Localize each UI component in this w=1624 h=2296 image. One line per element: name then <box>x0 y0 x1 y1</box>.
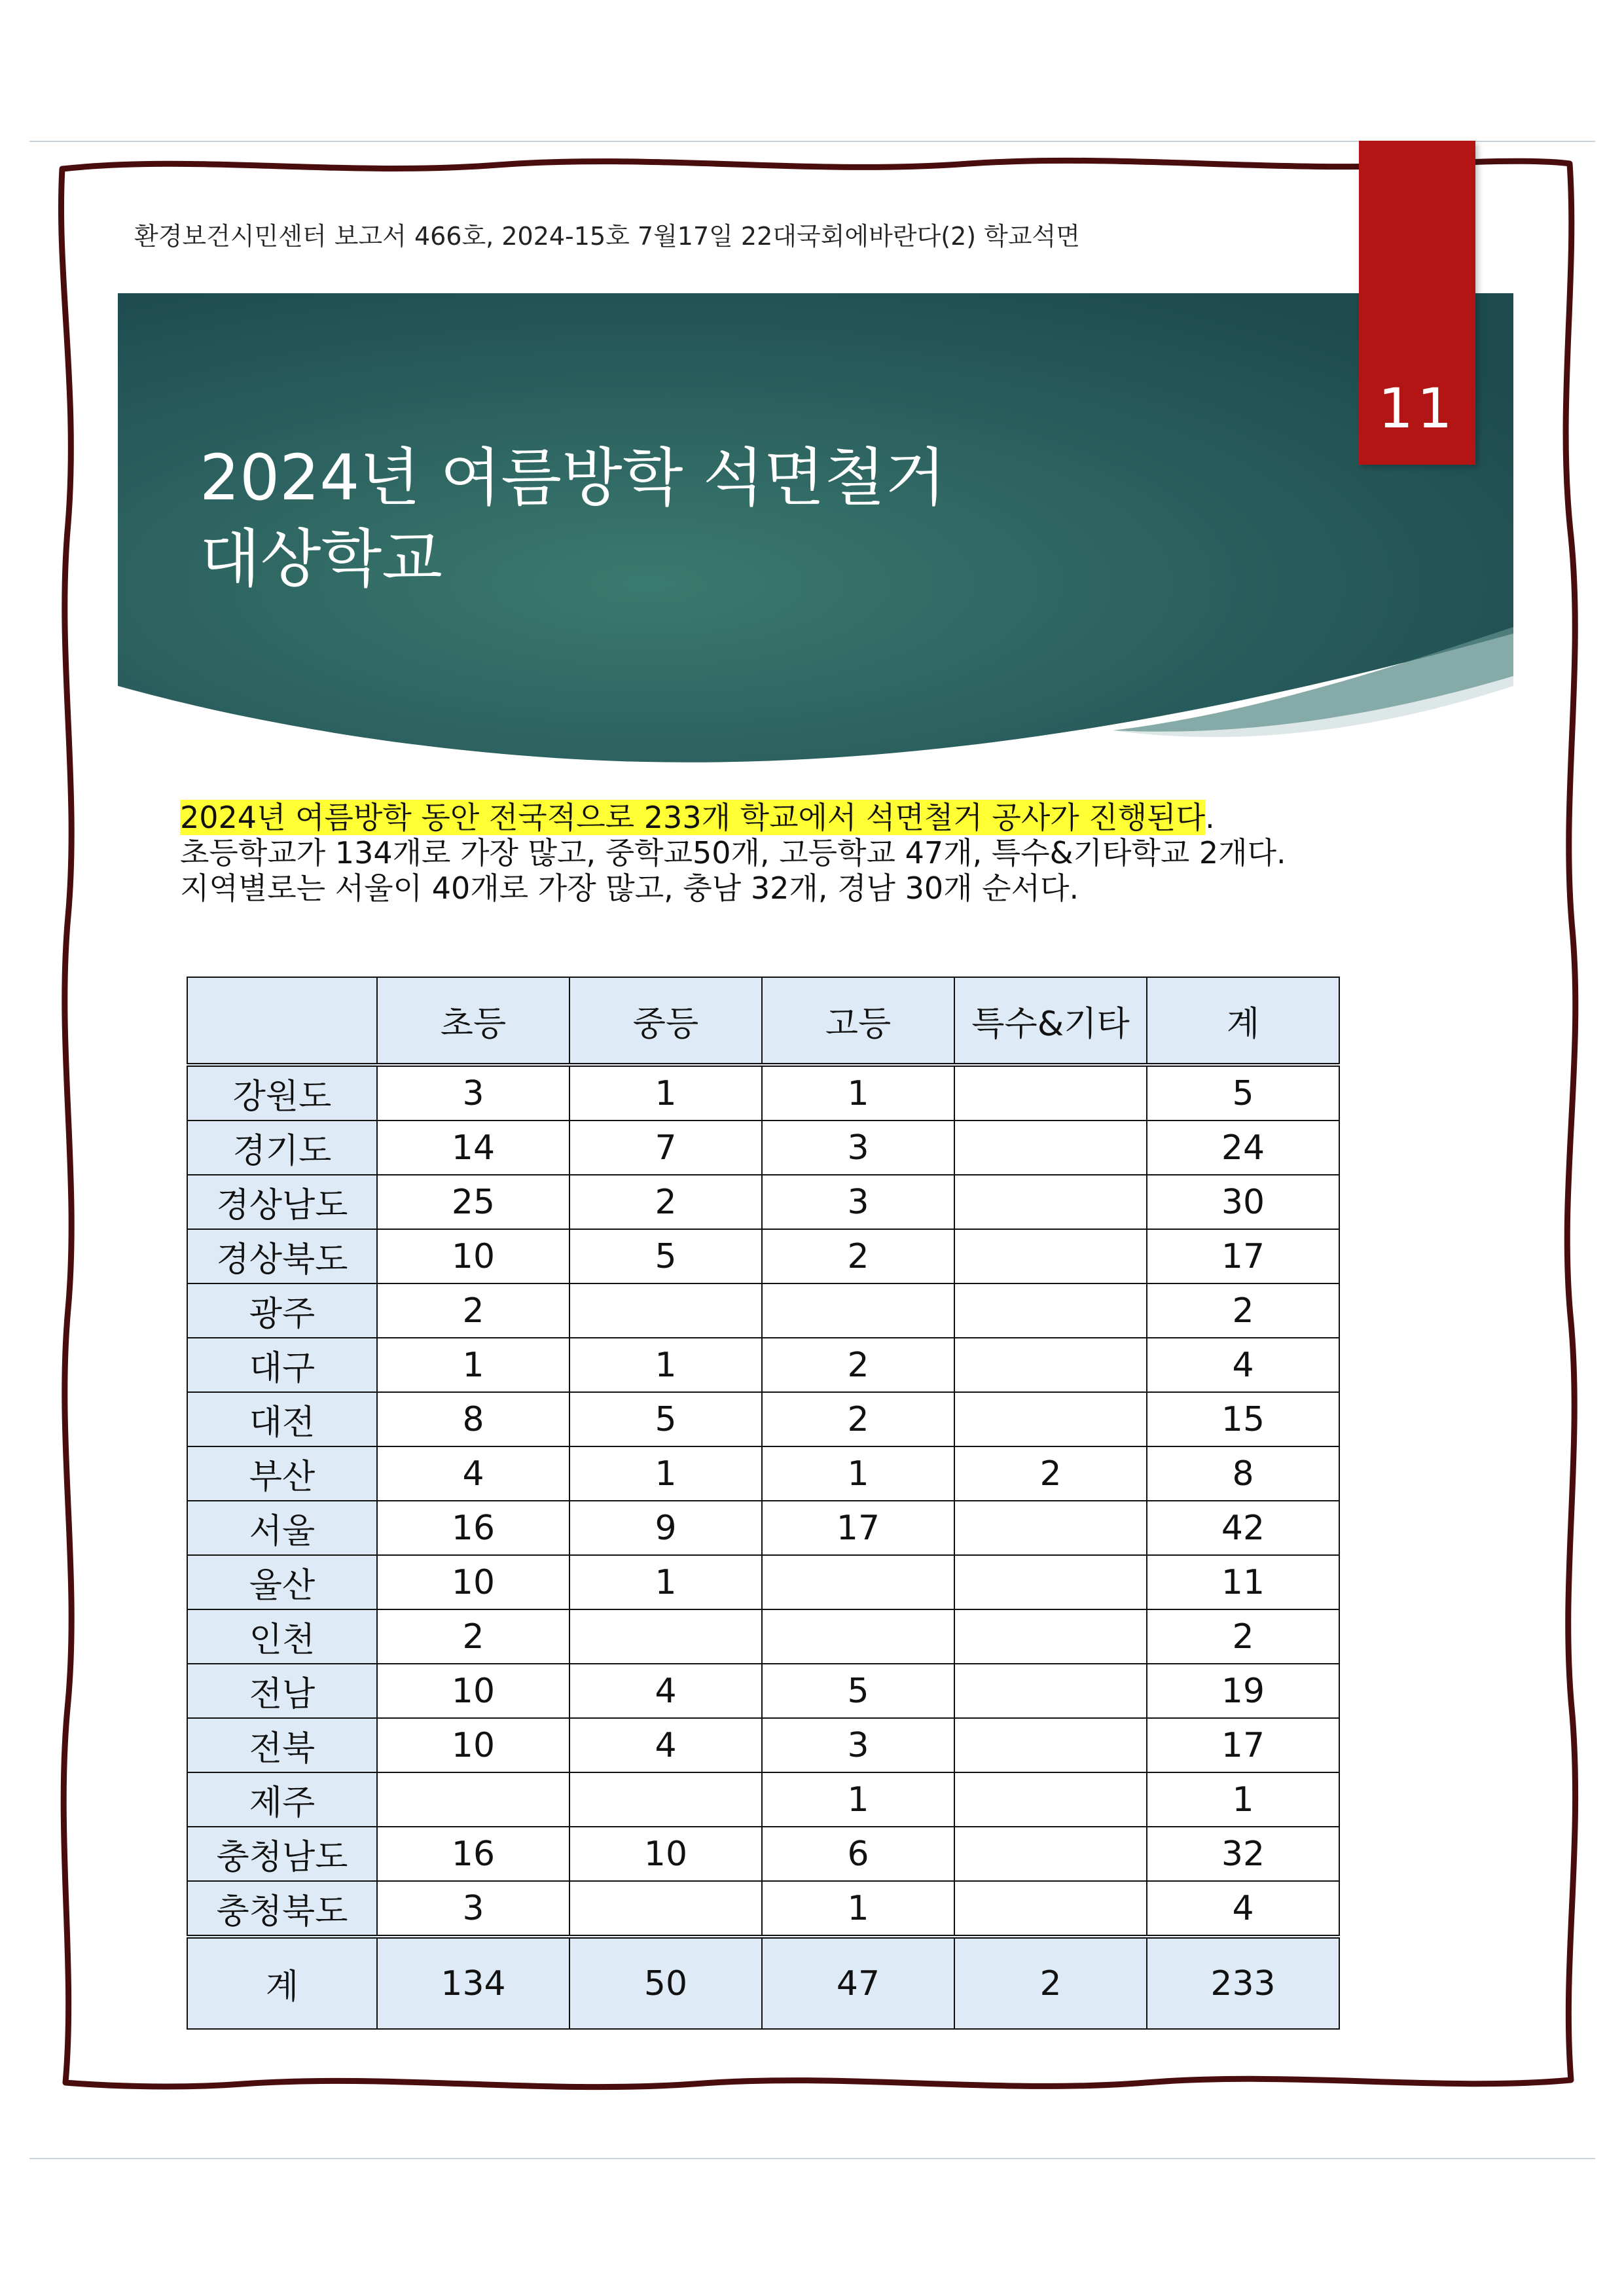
table-cell: 10 <box>377 1229 569 1283</box>
table-cell: 5 <box>762 1664 954 1718</box>
table-row <box>187 1609 1339 1664</box>
table-cell <box>377 1772 569 1827</box>
table-row <box>187 1664 1339 1718</box>
table-cell: 17 <box>1147 1229 1339 1283</box>
table-row <box>187 1392 1339 1446</box>
table-cell: 10 <box>377 1664 569 1718</box>
total-cell: 134 <box>377 1937 569 2029</box>
table-cell <box>954 1718 1147 1772</box>
region-label: 울산 <box>187 1555 377 1609</box>
table-cell: 4 <box>1147 1338 1339 1392</box>
table-row <box>187 1881 1339 1937</box>
table-row <box>187 1827 1339 1881</box>
table-cell: 11 <box>1147 1555 1339 1609</box>
table-cell <box>954 1501 1147 1555</box>
total-cell: 50 <box>569 1937 762 2029</box>
table-cell <box>762 1555 954 1609</box>
table-cell <box>954 1065 1147 1121</box>
sentence-end: . <box>1205 800 1215 835</box>
table-cell <box>954 1283 1147 1338</box>
region-label: 광주 <box>187 1283 377 1338</box>
header-cell: 계 <box>1147 977 1339 1065</box>
schools-table <box>187 977 1340 2030</box>
table-cell: 2 <box>1147 1609 1339 1664</box>
table-cell <box>954 1229 1147 1283</box>
table-cell: 6 <box>762 1827 954 1881</box>
summary-line-3: 지역별로는 서울이 40개로 가장 많고, 충남 32개, 경남 30개 순서다. <box>180 870 1079 906</box>
table-cell: 30 <box>1147 1175 1339 1229</box>
table-row <box>187 1065 1339 1121</box>
table-cell <box>954 1772 1147 1827</box>
table-cell <box>954 1609 1147 1664</box>
table-cell: 17 <box>1147 1718 1339 1772</box>
table-row <box>187 1772 1339 1827</box>
region-label: 경상북도 <box>187 1229 377 1283</box>
table-cell: 2 <box>377 1283 569 1338</box>
region-label: 부산 <box>187 1446 377 1501</box>
table-cell: 5 <box>569 1392 762 1446</box>
table-cell <box>954 1392 1147 1446</box>
summary-line-1 <box>180 800 1286 835</box>
table-row <box>187 1121 1339 1175</box>
table-cell: 3 <box>762 1121 954 1175</box>
header-cell: 특수&기타 <box>954 977 1147 1065</box>
table-cell: 1 <box>1147 1772 1339 1827</box>
total-cell: 233 <box>1147 1937 1339 2029</box>
region-label: 경상남도 <box>187 1175 377 1229</box>
title-line-1: 2024년 여름방학 석면철거 <box>200 441 946 514</box>
table-cell: 1 <box>762 1772 954 1827</box>
table-cell: 5 <box>569 1229 762 1283</box>
region-label: 전남 <box>187 1664 377 1718</box>
table-cell: 1 <box>569 1065 762 1121</box>
table-cell: 1 <box>762 1446 954 1501</box>
table-row <box>187 1555 1339 1609</box>
table-cell: 1 <box>569 1338 762 1392</box>
region-label: 강원도 <box>187 1065 377 1121</box>
header-cell: 초등 <box>377 977 569 1065</box>
table-cell: 16 <box>377 1501 569 1555</box>
region-label: 제주 <box>187 1772 377 1827</box>
table-cell <box>954 1664 1147 1718</box>
table-cell: 17 <box>762 1501 954 1555</box>
table-cell <box>954 1175 1147 1229</box>
region-label: 충청북도 <box>187 1881 377 1937</box>
table-cell: 2 <box>954 1446 1147 1501</box>
region-label: 대전 <box>187 1392 377 1446</box>
header-cell: 중등 <box>569 977 762 1065</box>
table-row <box>187 1229 1339 1283</box>
table-cell: 24 <box>1147 1121 1339 1175</box>
table-cell: 1 <box>569 1446 762 1501</box>
table-cell: 2 <box>762 1229 954 1283</box>
table-cell: 4 <box>569 1664 762 1718</box>
table-cell: 4 <box>1147 1881 1339 1937</box>
table-cell: 1 <box>569 1555 762 1609</box>
table-cell: 9 <box>569 1501 762 1555</box>
report-header: 환경보건시민센터 보고서 466호, 2024-15호 7월17일 22대국회에바란다(2) 학교석면 <box>134 222 1080 251</box>
page-number: 11 <box>1378 376 1456 440</box>
table-cell: 2 <box>569 1175 762 1229</box>
title-line-2: 대상학교 <box>200 522 442 596</box>
table-cell: 1 <box>762 1881 954 1937</box>
table-cell: 10 <box>569 1827 762 1881</box>
table-cell: 42 <box>1147 1501 1339 1555</box>
table-row <box>187 1501 1339 1555</box>
table-cell: 19 <box>1147 1664 1339 1718</box>
region-label: 서울 <box>187 1501 377 1555</box>
region-label: 전북 <box>187 1718 377 1772</box>
table-cell <box>954 1555 1147 1609</box>
region-label: 충청남도 <box>187 1827 377 1881</box>
table-header-row <box>187 977 1339 1065</box>
table-body <box>187 1065 1339 1937</box>
table-row <box>187 1446 1339 1501</box>
table-cell <box>954 1827 1147 1881</box>
table-cell <box>569 1609 762 1664</box>
table-cell <box>762 1283 954 1338</box>
table-cell: 7 <box>569 1121 762 1175</box>
table-cell: 16 <box>377 1827 569 1881</box>
table-cell: 10 <box>377 1718 569 1772</box>
page-number-tab <box>1359 141 1475 465</box>
table-cell: 25 <box>377 1175 569 1229</box>
table-cell <box>569 1283 762 1338</box>
region-label: 대구 <box>187 1338 377 1392</box>
table-cell <box>762 1609 954 1664</box>
page-title <box>200 437 946 600</box>
table-cell <box>954 1121 1147 1175</box>
table-row <box>187 1338 1339 1392</box>
table-cell: 2 <box>377 1609 569 1664</box>
table-cell: 10 <box>377 1555 569 1609</box>
table-cell: 14 <box>377 1121 569 1175</box>
summary-line-2: 초등학교가 134개로 가장 많고, 중학교50개, 고등학교 47개, 특수&기타학교 2개다. <box>180 835 1286 870</box>
table-row <box>187 1718 1339 1772</box>
summary-text <box>180 800 1286 906</box>
table-row <box>187 1283 1339 1338</box>
table-cell: 15 <box>1147 1392 1339 1446</box>
table-cell: 2 <box>762 1392 954 1446</box>
table-cell: 1 <box>762 1065 954 1121</box>
region-label: 경기도 <box>187 1121 377 1175</box>
table-cell: 3 <box>762 1175 954 1229</box>
table-row <box>187 1175 1339 1229</box>
table-cell <box>569 1881 762 1937</box>
table-cell: 8 <box>1147 1446 1339 1501</box>
table-cell: 5 <box>1147 1065 1339 1121</box>
table-cell: 1 <box>377 1338 569 1392</box>
highlighted-sentence: 2024년 여름방학 동안 전국적으로 233개 학교에서 석면철거 공사가 진행된다 <box>180 800 1206 835</box>
table-cell: 3 <box>762 1718 954 1772</box>
table-cell <box>954 1881 1147 1937</box>
table-cell <box>569 1772 762 1827</box>
table-cell: 32 <box>1147 1827 1339 1881</box>
table-cell: 3 <box>377 1881 569 1937</box>
table-cell: 4 <box>569 1718 762 1772</box>
region-label: 인천 <box>187 1609 377 1664</box>
table-cell: 8 <box>377 1392 569 1446</box>
table-cell <box>954 1338 1147 1392</box>
total-row <box>187 1937 1339 2029</box>
header-cell <box>187 977 377 1065</box>
total-label: 계 <box>187 1937 377 2029</box>
header-cell: 고등 <box>762 977 954 1065</box>
table-cell: 4 <box>377 1446 569 1501</box>
table-cell: 2 <box>1147 1283 1339 1338</box>
total-cell: 2 <box>954 1937 1147 2029</box>
table-cell: 3 <box>377 1065 569 1121</box>
table-cell: 2 <box>762 1338 954 1392</box>
total-cell: 47 <box>762 1937 954 2029</box>
